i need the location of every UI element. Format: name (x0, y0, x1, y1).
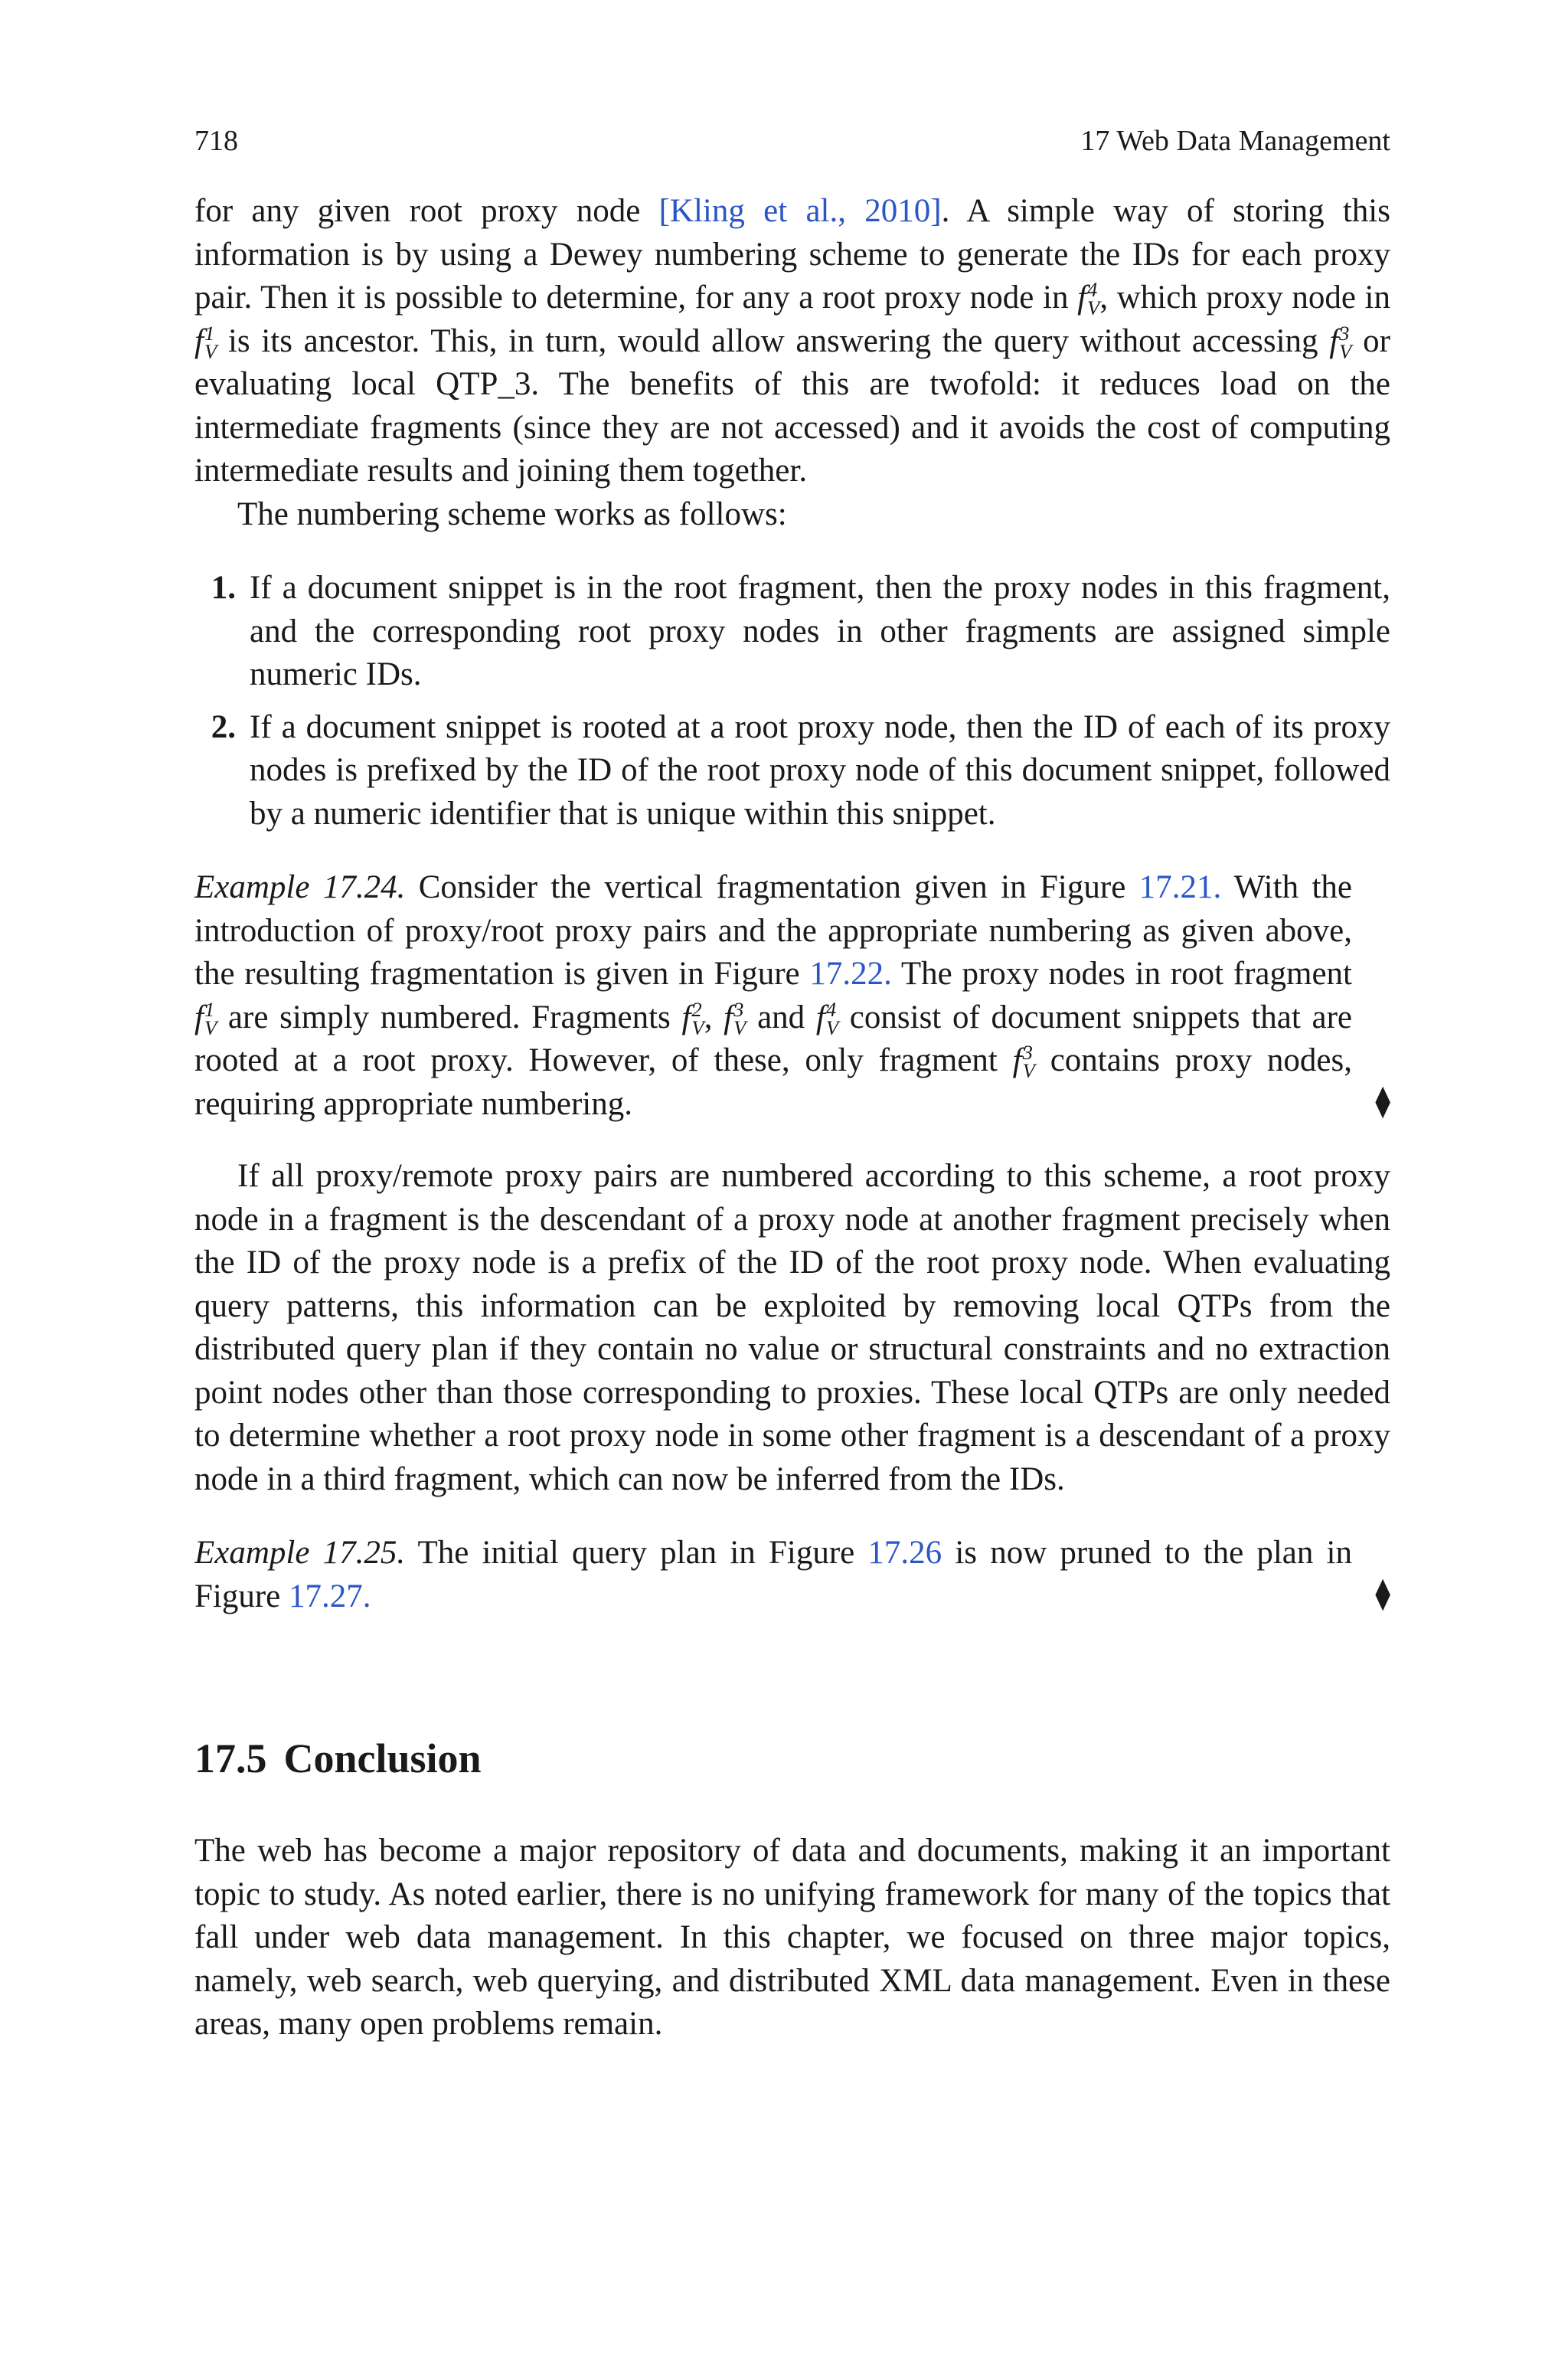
figure-ref-17-22[interactable]: 17.22. (809, 956, 892, 992)
running-head (194, 123, 1390, 159)
figure-ref-17-21[interactable]: 17.21. (1138, 869, 1222, 905)
math-f-v-2: f 2 V (681, 997, 704, 1039)
list-number: 1. (211, 570, 236, 606)
math-f-v-3: f 3 V (1329, 321, 1352, 363)
math-f-v-4: f 4 V (1077, 278, 1100, 320)
paragraph-2: The numbering scheme works as follows: (237, 496, 787, 532)
list-item (194, 567, 1390, 697)
list-text: If a document snippet is in the root fragment, then the proxy nodes in this fragment, and the corresponding root proxy nodes in other fragments are assigned simple numeric IDs. (250, 570, 1390, 692)
section-title: Conclusion (283, 1735, 482, 1781)
figure-ref-17-27[interactable]: 17.27. (289, 1578, 371, 1614)
figure-ref-17-26[interactable]: 17.26 (867, 1535, 942, 1571)
list-number: 2. (211, 708, 236, 745)
numbering-list (194, 567, 1390, 836)
math-f-v-3: f 3 V (1012, 1041, 1035, 1083)
section-heading (194, 1733, 1390, 1784)
example-label: Example 17.24. (194, 869, 406, 905)
paragraph-1: for any given root proxy node [Kling et al., 2010]. A simple way of storing this information is by using a Dewey numbering scheme to generate the IDs for each proxy pair. Then it is possible to determine, for any a root proxy node in f 4 V , which proxy node in f 1 V is its ancestor. This, in turn, would allow answering the query without accessing f 3 V or evaluating local QTP_3. The benefits of this are twofold: it reduces load on the intermediate fragments (since they are not accessed) and it avoids the cost of computing intermediate results and joining them together. (194, 193, 1391, 489)
math-f-v-1: f 1 V (194, 321, 217, 363)
end-of-example-icon: ⧫ (1375, 1576, 1390, 1611)
citation-link[interactable]: [Kling et al., 2010] (658, 193, 942, 229)
paragraph-4: The web has become a major repository of data and documents, making it an important topic to study. As noted earlier, there is no unifying framework for many of the topics that fall under web data management. In this chapter, we focused on three major topics, namely, web search, web querying, and distributed XML data management. Even in these areas, many open problems remain. (194, 1833, 1390, 2042)
math-f-v-4: f 4 V (815, 997, 839, 1039)
example-17-24: Example 17.24. Consider the vertical fragmentation given in Figure 17.21. With the introduction of proxy/root proxy pairs and the appropriate numbering as given above, the resulting fragmentation is given in Figure 17.22. The proxy nodes in root fragment f 1 V are simply numbered. Fragments f 2 V , f 3 V and f 4 V consist of document snippets that are rooted at a root proxy. However, of these, only fragment f 3 V contains proxy nodes, requiring appropriate numbering. ⧫ (194, 869, 1390, 1122)
example-label: Example 17.25. (194, 1535, 406, 1571)
example-17-25: Example 17.25. The initial query plan in Figure 17.26 is now pruned to the plan in Figure 17.27. ⧫ (194, 1535, 1390, 1614)
math-f-v-3: f 3 V (724, 997, 746, 1039)
list-text: If a document snippet is rooted at a root proxy node, then the ID of each of its proxy nodes is prefixed by the ID of the root proxy node of this document snippet, followed by a numeric identifier that is unique within this snippet. (250, 708, 1390, 832)
chapter-title: 17 Web Data Management (1080, 125, 1390, 157)
list-item (194, 706, 1390, 836)
page-number: 718 (194, 125, 238, 157)
page (194, 123, 1390, 2046)
section-number: 17.5 (194, 1735, 267, 1781)
paragraph-3: If all proxy/remote proxy pairs are numbered according to this scheme, a root proxy node in a fragment is the descendant of a proxy node at another fragment precisely when the ID of the proxy node is a prefix of the ID of the root proxy node. When evaluating query patterns, this information can be exploited by removing local QTPs from the distributed query plan if they contain no value or structural constraints and no extraction point nodes other than those corresponding to proxies. These local QTPs are only needed to determine whether a root proxy node in some other fragment is a descendant of a proxy node in a third fragment, which can now be inferred from the IDs. (194, 1158, 1390, 1497)
math-f-v-1: f 1 V (194, 997, 217, 1039)
end-of-example-icon: ⧫ (1375, 1084, 1390, 1118)
